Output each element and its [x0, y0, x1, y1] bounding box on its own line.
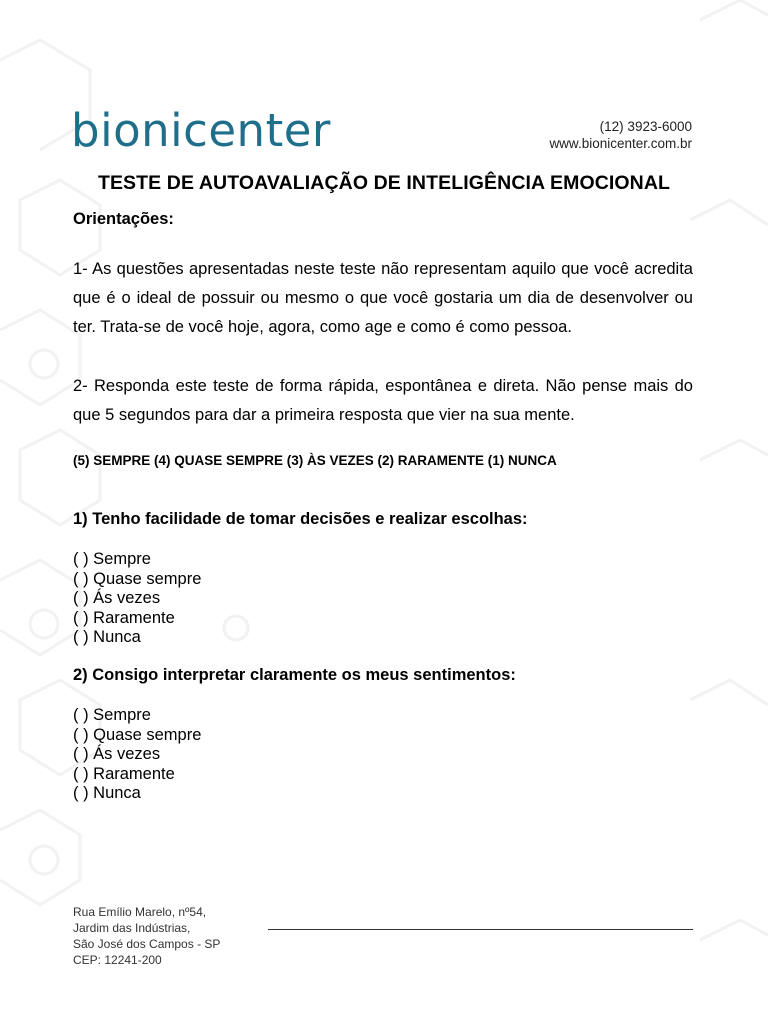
option-sempre[interactable]: ( ) Sempre [73, 706, 151, 724]
option-nunca[interactable]: ( ) Nunca [73, 628, 141, 647]
orientation-item-1: 1- As questões apresentadas neste teste não representam aquilo que você acredita que é o ideal de possuir ou mesmo o que você gostaria um dia de desenvolver ou ter. Trata-se de você hoje, agora, como age e como é como pessoa. [73, 260, 693, 336]
option-raramente[interactable]: ( ) Raramente [73, 608, 175, 627]
option-raramente[interactable]: ( ) Raramente [73, 764, 175, 783]
orientations-heading: Orientações: [73, 210, 174, 228]
option-as-vezes[interactable]: ( ) Ás vezes [73, 589, 161, 608]
option-as-vezes[interactable]: ( ) Ás vezes [73, 745, 161, 764]
address-line: Rua Emílio Marelo, nº54, [73, 905, 207, 919]
option-quase-sempre[interactable]: ( ) Quase sempre [73, 569, 202, 588]
question-2: 2) Consigo interpretar claramente os meus sentimentos: [73, 666, 516, 684]
website-url: www.bionicenter.com.br [549, 136, 692, 151]
document-title: TESTE DE AUTOAVALIAÇÃO DE INTELIGÊNCIA EMOCIONAL [97, 172, 671, 194]
phone-number: (12) 3923-6000 [599, 119, 692, 134]
contact-info [549, 118, 692, 152]
option-sempre[interactable]: ( ) Sempre [73, 550, 151, 568]
address-line: São José dos Campos - SP [73, 937, 221, 951]
signature-line [268, 929, 693, 930]
question-1-options [73, 550, 201, 648]
address-line: CEP: 12241-200 [73, 953, 162, 967]
option-quase-sempre[interactable]: ( ) Quase sempre [73, 725, 202, 744]
footer-address [73, 904, 220, 968]
option-nunca[interactable]: ( ) Nunca [73, 784, 141, 803]
address-line: Jardim das Indústrias, [73, 921, 191, 935]
orientation-item-2: 2- Responda este teste de forma rápida, espontânea e direta. Não pense mais do que 5 segundos para dar a primeira resposta que vier na sua mente. [73, 377, 693, 424]
question-1: 1) Tenho facilidade de tomar decisões e realizar escolhas: [73, 510, 528, 528]
bionicenter-logo: bionicenter [71, 104, 331, 157]
answer-scale-legend: (5) SEMPRE (4) QUASE SEMPRE (3) ÀS VEZES (2) RARAMENTE (1) NUNCA [73, 453, 557, 468]
question-2-options [73, 706, 201, 804]
